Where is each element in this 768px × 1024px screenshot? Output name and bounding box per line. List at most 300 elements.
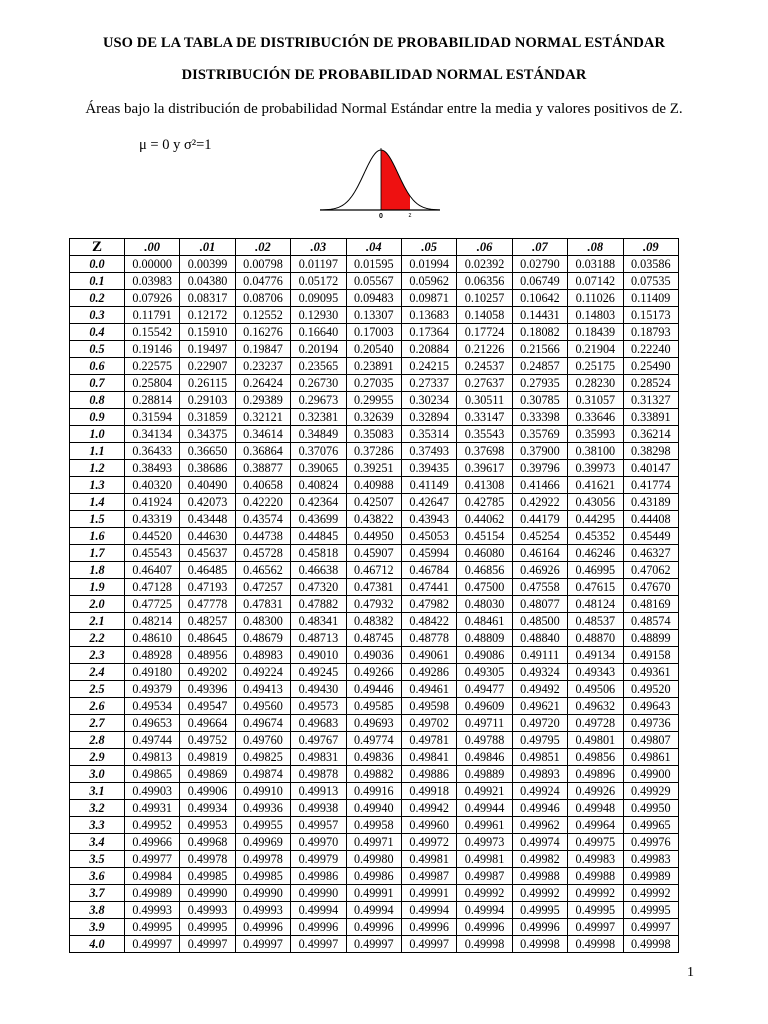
probability-cell: 0.20540 (346, 341, 401, 358)
probability-cell: 0.49744 (125, 732, 180, 749)
column-header: .07 (512, 239, 567, 256)
probability-cell: 0.36433 (125, 443, 180, 460)
probability-cell: 0.00798 (235, 256, 290, 273)
probability-cell: 0.49934 (180, 800, 235, 817)
probability-cell: 0.49984 (125, 868, 180, 885)
z-value-cell: 0.1 (70, 273, 125, 290)
probability-cell: 0.12172 (180, 307, 235, 324)
probability-cell: 0.43189 (623, 494, 678, 511)
probability-cell: 0.36864 (235, 443, 290, 460)
probability-cell: 0.29103 (180, 392, 235, 409)
probability-cell: 0.44520 (125, 528, 180, 545)
probability-cell: 0.49979 (291, 851, 346, 868)
probability-cell: 0.49886 (401, 766, 456, 783)
probability-cell: 0.48610 (125, 630, 180, 647)
probability-cell: 0.49993 (180, 902, 235, 919)
probability-cell: 0.27637 (457, 375, 512, 392)
probability-cell: 0.47128 (125, 579, 180, 596)
table-row (70, 647, 679, 664)
table-row (70, 868, 679, 885)
probability-cell: 0.49931 (125, 800, 180, 817)
probability-cell: 0.49869 (180, 766, 235, 783)
probability-cell: 0.49958 (346, 817, 401, 834)
probability-cell: 0.48574 (623, 613, 678, 630)
probability-cell: 0.43699 (291, 511, 346, 528)
z-value-cell: 1.0 (70, 426, 125, 443)
probability-cell: 0.49936 (235, 800, 290, 817)
probability-cell: 0.48956 (180, 647, 235, 664)
probability-cell: 0.47882 (291, 596, 346, 613)
probability-cell: 0.22240 (623, 341, 678, 358)
probability-cell: 0.37493 (401, 443, 456, 460)
probability-cell: 0.49813 (125, 749, 180, 766)
axis-label-zero: 0 (379, 213, 383, 220)
z-value-cell: 1.9 (70, 579, 125, 596)
probability-cell: 0.33646 (568, 409, 623, 426)
probability-cell: 0.18439 (568, 324, 623, 341)
table-row (70, 477, 679, 494)
z-value-cell: 0.8 (70, 392, 125, 409)
probability-cell: 0.48745 (346, 630, 401, 647)
probability-cell: 0.48870 (568, 630, 623, 647)
probability-cell: 0.39617 (457, 460, 512, 477)
probability-cell: 0.03188 (568, 256, 623, 273)
probability-cell: 0.49767 (291, 732, 346, 749)
probability-cell: 0.27935 (512, 375, 567, 392)
z-value-cell: 0.9 (70, 409, 125, 426)
probability-cell: 0.49944 (457, 800, 512, 817)
probability-cell: 0.49994 (346, 902, 401, 919)
probability-cell: 0.49985 (180, 868, 235, 885)
probability-cell: 0.38298 (623, 443, 678, 460)
table-row (70, 783, 679, 800)
probability-cell: 0.49980 (346, 851, 401, 868)
probability-cell: 0.49632 (568, 698, 623, 715)
probability-cell: 0.01595 (346, 256, 401, 273)
probability-cell: 0.47932 (346, 596, 401, 613)
probability-cell: 0.49728 (568, 715, 623, 732)
probability-cell: 0.02392 (457, 256, 512, 273)
probability-cell: 0.49801 (568, 732, 623, 749)
distribution-parameters: μ = 0 y σ²=1 (139, 137, 212, 153)
probability-cell: 0.47982 (401, 596, 456, 613)
probability-cell: 0.40147 (623, 460, 678, 477)
probability-cell: 0.49900 (623, 766, 678, 783)
probability-cell: 0.49061 (401, 647, 456, 664)
probability-cell: 0.40320 (125, 477, 180, 494)
probability-cell: 0.49788 (457, 732, 512, 749)
probability-cell: 0.49245 (291, 664, 346, 681)
probability-cell: 0.15910 (180, 324, 235, 341)
probability-cell: 0.49992 (512, 885, 567, 902)
probability-cell: 0.41466 (512, 477, 567, 494)
probability-cell: 0.49874 (235, 766, 290, 783)
probability-cell: 0.49969 (235, 834, 290, 851)
z-value-cell: 0.7 (70, 375, 125, 392)
probability-cell: 0.45818 (291, 545, 346, 562)
probability-cell: 0.33147 (457, 409, 512, 426)
probability-cell: 0.44179 (512, 511, 567, 528)
probability-cell: 0.13307 (346, 307, 401, 324)
z-value-cell: 3.2 (70, 800, 125, 817)
probability-cell: 0.47670 (623, 579, 678, 596)
probability-cell: 0.49396 (180, 681, 235, 698)
probability-cell: 0.49752 (180, 732, 235, 749)
probability-cell: 0.49997 (401, 936, 456, 953)
probability-cell: 0.49861 (623, 749, 678, 766)
probability-cell: 0.49807 (623, 732, 678, 749)
probability-cell: 0.00000 (125, 256, 180, 273)
probability-cell: 0.47500 (457, 579, 512, 596)
probability-cell: 0.07535 (623, 273, 678, 290)
table-row (70, 460, 679, 477)
probability-cell: 0.49996 (512, 919, 567, 936)
probability-cell: 0.21904 (568, 341, 623, 358)
probability-cell: 0.48382 (346, 613, 401, 630)
probability-cell: 0.49893 (512, 766, 567, 783)
probability-cell: 0.48030 (457, 596, 512, 613)
probability-cell: 0.49361 (623, 664, 678, 681)
shaded-area (381, 150, 410, 210)
probability-cell: 0.48928 (125, 647, 180, 664)
probability-cell: 0.17724 (457, 324, 512, 341)
probability-cell: 0.45449 (623, 528, 678, 545)
z-value-cell: 1.7 (70, 545, 125, 562)
probability-cell: 0.05962 (401, 273, 456, 290)
probability-cell: 0.49477 (457, 681, 512, 698)
z-value-cell: 2.9 (70, 749, 125, 766)
probability-cell: 0.20194 (291, 341, 346, 358)
probability-cell: 0.49683 (291, 715, 346, 732)
z-value-cell: 0.0 (70, 256, 125, 273)
probability-cell: 0.49702 (401, 715, 456, 732)
probability-cell: 0.49968 (180, 834, 235, 851)
probability-cell: 0.30234 (401, 392, 456, 409)
probability-cell: 0.43056 (568, 494, 623, 511)
probability-cell: 0.49693 (346, 715, 401, 732)
z-value-cell: 2.1 (70, 613, 125, 630)
probability-cell: 0.22575 (125, 358, 180, 375)
probability-cell: 0.49992 (623, 885, 678, 902)
probability-cell: 0.49953 (180, 817, 235, 834)
z-value-cell: 3.1 (70, 783, 125, 800)
probability-cell: 0.15173 (623, 307, 678, 324)
probability-cell: 0.42785 (457, 494, 512, 511)
probability-cell: 0.49379 (125, 681, 180, 698)
probability-cell: 0.37900 (512, 443, 567, 460)
probability-cell: 0.49520 (623, 681, 678, 698)
z-value-cell: 0.5 (70, 341, 125, 358)
probability-cell: 0.34375 (180, 426, 235, 443)
probability-cell: 0.49609 (457, 698, 512, 715)
table-row (70, 341, 679, 358)
table-row (70, 562, 679, 579)
probability-cell: 0.26424 (235, 375, 290, 392)
probability-cell: 0.19146 (125, 341, 180, 358)
probability-cell: 0.49991 (346, 885, 401, 902)
probability-cell: 0.33398 (512, 409, 567, 426)
probability-cell: 0.28524 (623, 375, 678, 392)
probability-cell: 0.49985 (235, 868, 290, 885)
probability-cell: 0.49983 (568, 851, 623, 868)
probability-cell: 0.47725 (125, 596, 180, 613)
probability-cell: 0.49446 (346, 681, 401, 698)
probability-cell: 0.32121 (235, 409, 290, 426)
probability-cell: 0.39065 (291, 460, 346, 477)
probability-cell: 0.49997 (623, 919, 678, 936)
probability-cell: 0.28230 (568, 375, 623, 392)
probability-cell: 0.48537 (568, 613, 623, 630)
probability-cell: 0.24857 (512, 358, 567, 375)
probability-cell: 0.29389 (235, 392, 290, 409)
probability-cell: 0.49994 (401, 902, 456, 919)
probability-cell: 0.08317 (180, 290, 235, 307)
z-value-cell: 3.8 (70, 902, 125, 919)
probability-cell: 0.49988 (512, 868, 567, 885)
probability-cell: 0.24537 (457, 358, 512, 375)
probability-cell: 0.38686 (180, 460, 235, 477)
probability-cell: 0.47831 (235, 596, 290, 613)
probability-cell: 0.43448 (180, 511, 235, 528)
probability-cell: 0.17003 (346, 324, 401, 341)
z-value-cell: 2.0 (70, 596, 125, 613)
probability-cell: 0.42922 (512, 494, 567, 511)
probability-cell: 0.48257 (180, 613, 235, 630)
probability-cell: 0.48124 (568, 596, 623, 613)
probability-cell: 0.37076 (291, 443, 346, 460)
probability-cell: 0.40490 (180, 477, 235, 494)
probability-cell: 0.44062 (457, 511, 512, 528)
probability-cell: 0.47558 (512, 579, 567, 596)
table-row (70, 307, 679, 324)
probability-cell: 0.43822 (346, 511, 401, 528)
probability-cell: 0.25490 (623, 358, 678, 375)
probability-cell: 0.09095 (291, 290, 346, 307)
probability-cell: 0.12552 (235, 307, 290, 324)
probability-cell: 0.49952 (125, 817, 180, 834)
probability-cell: 0.49889 (457, 766, 512, 783)
probability-cell: 0.49795 (512, 732, 567, 749)
probability-cell: 0.07142 (568, 273, 623, 290)
probability-cell: 0.49878 (291, 766, 346, 783)
probability-cell: 0.10642 (512, 290, 567, 307)
probability-cell: 0.49111 (512, 647, 567, 664)
probability-cell: 0.08706 (235, 290, 290, 307)
normal-curve-figure (318, 140, 442, 222)
z-value-cell: 2.4 (70, 664, 125, 681)
probability-cell: 0.14058 (457, 307, 512, 324)
probability-cell: 0.31594 (125, 409, 180, 426)
probability-cell: 0.49720 (512, 715, 567, 732)
probability-cell: 0.36650 (180, 443, 235, 460)
table-row (70, 256, 679, 273)
probability-cell: 0.42220 (235, 494, 290, 511)
probability-cell: 0.49995 (623, 902, 678, 919)
probability-cell: 0.49974 (512, 834, 567, 851)
axis-label-z: z (408, 213, 412, 219)
probability-cell: 0.49760 (235, 732, 290, 749)
probability-cell: 0.49856 (568, 749, 623, 766)
probability-cell: 0.44408 (623, 511, 678, 528)
probability-cell: 0.45352 (568, 528, 623, 545)
probability-cell: 0.49825 (235, 749, 290, 766)
probability-cell: 0.38493 (125, 460, 180, 477)
probability-cell: 0.49994 (457, 902, 512, 919)
probability-cell: 0.32639 (346, 409, 401, 426)
probability-cell: 0.49906 (180, 783, 235, 800)
table-row (70, 919, 679, 936)
probability-cell: 0.48461 (457, 613, 512, 630)
probability-cell: 0.21226 (457, 341, 512, 358)
probability-cell: 0.23891 (346, 358, 401, 375)
probability-cell: 0.49910 (235, 783, 290, 800)
probability-cell: 0.01197 (291, 256, 346, 273)
probability-cell: 0.03586 (623, 256, 678, 273)
probability-cell: 0.49202 (180, 664, 235, 681)
probability-cell: 0.32381 (291, 409, 346, 426)
probability-cell: 0.41924 (125, 494, 180, 511)
probability-cell: 0.49664 (180, 715, 235, 732)
probability-cell: 0.49998 (457, 936, 512, 953)
probability-cell: 0.49981 (401, 851, 456, 868)
z-value-cell: 1.1 (70, 443, 125, 460)
table-row (70, 664, 679, 681)
probability-cell: 0.49926 (568, 783, 623, 800)
probability-cell: 0.19497 (180, 341, 235, 358)
probability-cell: 0.14431 (512, 307, 567, 324)
probability-cell: 0.47320 (291, 579, 346, 596)
probability-cell: 0.48840 (512, 630, 567, 647)
probability-cell: 0.34849 (291, 426, 346, 443)
probability-cell: 0.45053 (401, 528, 456, 545)
probability-cell: 0.49971 (346, 834, 401, 851)
table-row (70, 936, 679, 953)
z-value-cell: 3.4 (70, 834, 125, 851)
probability-cell: 0.49996 (457, 919, 512, 936)
probability-cell: 0.49986 (291, 868, 346, 885)
probability-cell: 0.46926 (512, 562, 567, 579)
probability-cell: 0.26730 (291, 375, 346, 392)
probability-cell: 0.49836 (346, 749, 401, 766)
probability-cell: 0.48341 (291, 613, 346, 630)
probability-cell: 0.48713 (291, 630, 346, 647)
probability-cell: 0.49978 (235, 851, 290, 868)
probability-cell: 0.49674 (235, 715, 290, 732)
table-row (70, 681, 679, 698)
table-row (70, 426, 679, 443)
probability-cell: 0.49942 (401, 800, 456, 817)
probability-cell: 0.49972 (401, 834, 456, 851)
probability-cell: 0.49977 (125, 851, 180, 868)
probability-cell: 0.20884 (401, 341, 456, 358)
bell-curve (320, 150, 440, 210)
probability-cell: 0.18082 (512, 324, 567, 341)
probability-cell: 0.49430 (291, 681, 346, 698)
probability-cell: 0.49987 (401, 868, 456, 885)
probability-cell: 0.43574 (235, 511, 290, 528)
probability-cell: 0.49966 (125, 834, 180, 851)
probability-cell: 0.49882 (346, 766, 401, 783)
table-row (70, 324, 679, 341)
probability-cell: 0.47193 (180, 579, 235, 596)
probability-cell: 0.43943 (401, 511, 456, 528)
probability-cell: 0.49997 (125, 936, 180, 953)
table-row (70, 443, 679, 460)
table-row (70, 698, 679, 715)
probability-cell: 0.14803 (568, 307, 623, 324)
probability-cell: 0.49996 (291, 919, 346, 936)
probability-cell: 0.32894 (401, 409, 456, 426)
probability-cell: 0.48169 (623, 596, 678, 613)
probability-cell: 0.27035 (346, 375, 401, 392)
probability-cell: 0.49997 (180, 936, 235, 953)
z-value-cell: 2.6 (70, 698, 125, 715)
probability-cell: 0.49988 (568, 868, 623, 885)
probability-cell: 0.47441 (401, 579, 456, 596)
probability-cell: 0.12930 (291, 307, 346, 324)
probability-cell: 0.35083 (346, 426, 401, 443)
probability-cell: 0.23237 (235, 358, 290, 375)
probability-cell: 0.49946 (512, 800, 567, 817)
probability-cell: 0.49938 (291, 800, 346, 817)
z-value-cell: 0.4 (70, 324, 125, 341)
probability-cell: 0.37698 (457, 443, 512, 460)
table-row (70, 613, 679, 630)
z-value-cell: 2.3 (70, 647, 125, 664)
z-value-cell: 2.7 (70, 715, 125, 732)
probability-cell: 0.49948 (568, 800, 623, 817)
probability-cell: 0.49010 (291, 647, 346, 664)
table-row (70, 273, 679, 290)
table-row (70, 834, 679, 851)
column-header: .08 (568, 239, 623, 256)
z-value-cell: 1.2 (70, 460, 125, 477)
probability-cell: 0.49998 (623, 936, 678, 953)
page-number: 1 (687, 965, 694, 980)
probability-cell: 0.27337 (401, 375, 456, 392)
probability-cell: 0.30511 (457, 392, 512, 409)
probability-cell: 0.40824 (291, 477, 346, 494)
probability-cell: 0.26115 (180, 375, 235, 392)
table-row (70, 902, 679, 919)
probability-cell: 0.49841 (401, 749, 456, 766)
probability-cell: 0.46080 (457, 545, 512, 562)
probability-cell: 0.44845 (291, 528, 346, 545)
probability-cell: 0.29673 (291, 392, 346, 409)
z-column-header: Z (70, 239, 125, 256)
probability-cell: 0.49982 (512, 851, 567, 868)
probability-cell: 0.49993 (125, 902, 180, 919)
probability-cell: 0.31859 (180, 409, 235, 426)
table-row (70, 851, 679, 868)
probability-cell: 0.49573 (291, 698, 346, 715)
probability-cell: 0.49995 (180, 919, 235, 936)
z-value-cell: 2.5 (70, 681, 125, 698)
probability-cell: 0.13683 (401, 307, 456, 324)
probability-cell: 0.41621 (568, 477, 623, 494)
probability-cell: 0.49975 (568, 834, 623, 851)
probability-cell: 0.49324 (512, 664, 567, 681)
table-row (70, 375, 679, 392)
probability-cell: 0.49846 (457, 749, 512, 766)
column-header: .03 (291, 239, 346, 256)
probability-cell: 0.16640 (291, 324, 346, 341)
probability-cell: 0.06749 (512, 273, 567, 290)
probability-cell: 0.46485 (180, 562, 235, 579)
probability-cell: 0.19847 (235, 341, 290, 358)
probability-cell: 0.49621 (512, 698, 567, 715)
probability-cell: 0.47257 (235, 579, 290, 596)
